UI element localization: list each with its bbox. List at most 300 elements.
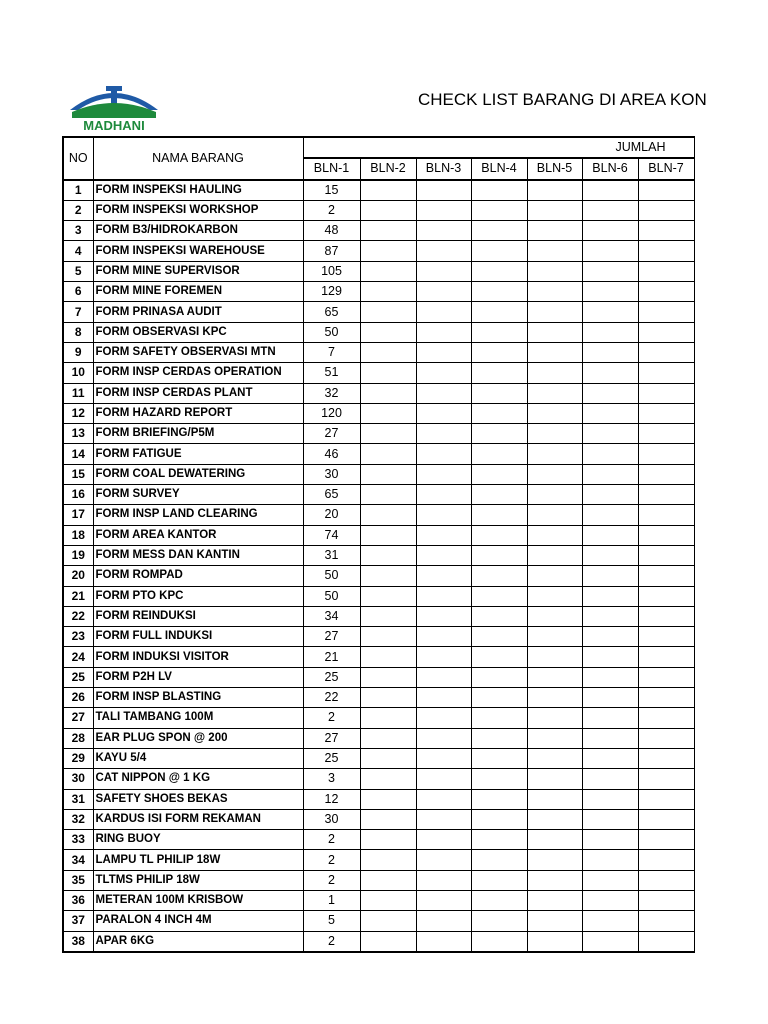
bln-2-cell[interactable] [360,769,416,789]
bln-6-cell[interactable] [582,769,638,789]
bln-5-cell[interactable] [527,566,582,586]
bln-2-cell[interactable] [360,890,416,910]
bln-4-cell[interactable] [471,464,527,484]
bln-6-cell[interactable] [582,647,638,667]
bln-3-cell[interactable] [416,424,471,444]
bln-1-count[interactable]: 15 [303,180,360,201]
bln-3-cell[interactable] [416,221,471,241]
bln-7-cell[interactable] [638,424,694,444]
bln-5-cell[interactable] [527,221,582,241]
bln-5-cell[interactable] [527,809,582,829]
bln-3-cell[interactable] [416,769,471,789]
bln-6-cell[interactable] [582,566,638,586]
bln-5-cell[interactable] [527,830,582,850]
bln-7-cell[interactable] [638,769,694,789]
bln-4-cell[interactable] [471,606,527,626]
bln-1-count[interactable]: 50 [303,586,360,606]
bln-3-cell[interactable] [416,261,471,281]
bln-4-cell[interactable] [471,505,527,525]
bln-7-cell[interactable] [638,728,694,748]
bln-2-cell[interactable] [360,566,416,586]
bln-7-cell[interactable] [638,221,694,241]
bln-1-count[interactable]: 2 [303,200,360,220]
bln-2-cell[interactable] [360,931,416,952]
bln-3-cell[interactable] [416,728,471,748]
bln-4-cell[interactable] [471,769,527,789]
bln-3-cell[interactable] [416,403,471,423]
row-number: 8 [63,322,93,342]
item-name: FORM MINE SUPERVISOR [93,261,303,281]
madhani-logo-mark [64,80,164,132]
row-number: 36 [63,890,93,910]
bln-6-cell[interactable] [582,302,638,322]
bln-4-cell[interactable] [471,931,527,952]
bln-7-cell[interactable] [638,708,694,728]
page-title: CHECK LIST BARANG DI AREA KON [418,90,707,109]
bln-2-cell[interactable] [360,586,416,606]
bln-3-cell[interactable] [416,383,471,403]
item-name: FORM INDUKSI VISITOR [93,647,303,667]
bln-7-cell[interactable] [638,485,694,505]
bln-3-cell[interactable] [416,830,471,850]
bln-4-cell[interactable] [471,180,527,201]
bln-3-cell[interactable] [416,870,471,890]
bln-1-count[interactable]: 2 [303,830,360,850]
bln-3-cell[interactable] [416,789,471,809]
bln-7-cell[interactable] [638,444,694,464]
bln-5-cell[interactable] [527,525,582,545]
bln-3-cell[interactable] [416,688,471,708]
bln-1-count[interactable]: 48 [303,221,360,241]
bln-2-cell[interactable] [360,180,416,201]
bln-4-cell[interactable] [471,444,527,464]
bln-7-cell[interactable] [638,870,694,890]
bln-4-cell[interactable] [471,261,527,281]
bln-4-cell[interactable] [471,566,527,586]
bln-6-cell[interactable] [582,911,638,931]
table-row [63,525,694,545]
bln-4-cell[interactable] [471,200,527,220]
bln-4-cell[interactable] [471,809,527,829]
bln-6-cell[interactable] [582,606,638,626]
bln-3-cell[interactable] [416,485,471,505]
bln-5-cell[interactable] [527,769,582,789]
bln-2-cell[interactable] [360,809,416,829]
bln-1-count[interactable]: 27 [303,424,360,444]
bln-2-cell[interactable] [360,200,416,220]
bln-2-cell[interactable] [360,627,416,647]
bln-6-cell[interactable] [582,444,638,464]
bln-3-cell[interactable] [416,545,471,565]
item-name: FORM REINDUKSI [93,606,303,626]
bln-2-cell[interactable] [360,667,416,687]
header-jumlah: JUMLAH [303,137,694,158]
bln-6-cell[interactable] [582,261,638,281]
bln-6-cell[interactable] [582,424,638,444]
table-row [63,830,694,850]
table-row [63,424,694,444]
bln-5-cell[interactable] [527,505,582,525]
bln-7-cell[interactable] [638,830,694,850]
header-month-7: BLN-7 [638,158,694,179]
bln-5-cell[interactable] [527,606,582,626]
bln-1-count[interactable]: 65 [303,485,360,505]
bln-6-cell[interactable] [582,322,638,342]
bln-4-cell[interactable] [471,282,527,302]
bln-5-cell[interactable] [527,200,582,220]
bln-2-cell[interactable] [360,403,416,423]
row-number: 18 [63,525,93,545]
table-row [63,200,694,220]
table-row [63,850,694,870]
bln-2-cell[interactable] [360,911,416,931]
bln-4-cell[interactable] [471,911,527,931]
bln-2-cell[interactable] [360,647,416,667]
bln-6-cell[interactable] [582,728,638,748]
bln-2-cell[interactable] [360,545,416,565]
bln-7-cell[interactable] [638,302,694,322]
bln-5-cell[interactable] [527,789,582,809]
bln-7-cell[interactable] [638,282,694,302]
bln-7-cell[interactable] [638,911,694,931]
bln-3-cell[interactable] [416,525,471,545]
bln-2-cell[interactable] [360,221,416,241]
bln-5-cell[interactable] [527,890,582,910]
bln-1-count[interactable]: 105 [303,261,360,281]
bln-2-cell[interactable] [360,322,416,342]
item-name: TALI TAMBANG 100M [93,708,303,728]
bln-6-cell[interactable] [582,363,638,383]
bln-2-cell[interactable] [360,424,416,444]
bln-3-cell[interactable] [416,342,471,362]
bln-5-cell[interactable] [527,870,582,890]
bln-5-cell[interactable] [527,728,582,748]
bln-7-cell[interactable] [638,261,694,281]
bln-7-cell[interactable] [638,627,694,647]
bln-7-cell[interactable] [638,464,694,484]
bln-5-cell[interactable] [527,363,582,383]
bln-4-cell[interactable] [471,870,527,890]
bln-2-cell[interactable] [360,444,416,464]
bln-3-cell[interactable] [416,282,471,302]
bln-4-cell[interactable] [471,424,527,444]
bln-6-cell[interactable] [582,383,638,403]
bln-6-cell[interactable] [582,890,638,910]
bln-5-cell[interactable] [527,302,582,322]
bln-3-cell[interactable] [416,241,471,261]
bln-6-cell[interactable] [582,464,638,484]
bln-5-cell[interactable] [527,586,582,606]
bln-1-count[interactable]: 34 [303,606,360,626]
table-row [63,383,694,403]
bln-1-count[interactable]: 12 [303,789,360,809]
bln-7-cell[interactable] [638,647,694,667]
bln-5-cell[interactable] [527,383,582,403]
bln-7-cell[interactable] [638,748,694,768]
bln-1-count[interactable]: 21 [303,647,360,667]
bln-2-cell[interactable] [360,485,416,505]
bln-3-cell[interactable] [416,809,471,829]
row-number: 25 [63,667,93,687]
bln-6-cell[interactable] [582,200,638,220]
bln-1-count[interactable]: 2 [303,931,360,952]
bln-3-cell[interactable] [416,627,471,647]
bln-7-cell[interactable] [638,322,694,342]
bln-6-cell[interactable] [582,485,638,505]
bln-5-cell[interactable] [527,667,582,687]
bln-1-count[interactable]: 27 [303,728,360,748]
bln-5-cell[interactable] [527,485,582,505]
bln-2-cell[interactable] [360,748,416,768]
bln-2-cell[interactable] [360,606,416,626]
bln-5-cell[interactable] [527,708,582,728]
bln-2-cell[interactable] [360,505,416,525]
bln-6-cell[interactable] [582,870,638,890]
bln-1-count[interactable]: 27 [303,627,360,647]
bln-5-cell[interactable] [527,464,582,484]
bln-7-cell[interactable] [638,809,694,829]
bln-4-cell[interactable] [471,890,527,910]
bln-5-cell[interactable] [527,322,582,342]
row-number: 5 [63,261,93,281]
bln-7-cell[interactable] [638,667,694,687]
bln-2-cell[interactable] [360,708,416,728]
bln-4-cell[interactable] [471,688,527,708]
bln-7-cell[interactable] [638,505,694,525]
bln-7-cell[interactable] [638,850,694,870]
bln-5-cell[interactable] [527,627,582,647]
bln-3-cell[interactable] [416,667,471,687]
bln-2-cell[interactable] [360,830,416,850]
bln-6-cell[interactable] [582,342,638,362]
bln-1-count[interactable]: 65 [303,302,360,322]
bln-7-cell[interactable] [638,606,694,626]
item-name: FORM INSPEKSI WORKSHOP [93,200,303,220]
bln-4-cell[interactable] [471,403,527,423]
bln-5-cell[interactable] [527,647,582,667]
bln-1-count[interactable]: 31 [303,545,360,565]
item-name: FORM INSPEKSI WAREHOUSE [93,241,303,261]
bln-4-cell[interactable] [471,728,527,748]
bln-1-count[interactable]: 2 [303,850,360,870]
bln-6-cell[interactable] [582,748,638,768]
bln-4-cell[interactable] [471,545,527,565]
item-name: LAMPU TL PHILIP 18W [93,850,303,870]
bln-6-cell[interactable] [582,241,638,261]
bln-6-cell[interactable] [582,830,638,850]
bln-7-cell[interactable] [638,789,694,809]
bln-4-cell[interactable] [471,383,527,403]
bln-7-cell[interactable] [638,545,694,565]
bln-1-count[interactable]: 46 [303,444,360,464]
bln-3-cell[interactable] [416,708,471,728]
bln-2-cell[interactable] [360,261,416,281]
bln-5-cell[interactable] [527,444,582,464]
bln-6-cell[interactable] [582,688,638,708]
bln-7-cell[interactable] [638,342,694,362]
bln-1-count[interactable]: 74 [303,525,360,545]
bln-7-cell[interactable] [638,566,694,586]
bln-3-cell[interactable] [416,302,471,322]
bln-1-count[interactable]: 129 [303,282,360,302]
bln-6-cell[interactable] [582,809,638,829]
bln-4-cell[interactable] [471,302,527,322]
bln-6-cell[interactable] [582,221,638,241]
bln-7-cell[interactable] [638,403,694,423]
bln-3-cell[interactable] [416,606,471,626]
bln-2-cell[interactable] [360,282,416,302]
bln-5-cell[interactable] [527,748,582,768]
bln-1-count[interactable]: 2 [303,708,360,728]
logo-text: MADHANI [83,118,145,132]
bln-3-cell[interactable] [416,505,471,525]
bln-6-cell[interactable] [582,627,638,647]
bln-5-cell[interactable] [527,424,582,444]
bln-6-cell[interactable] [582,505,638,525]
bln-2-cell[interactable] [360,342,416,362]
bln-5-cell[interactable] [527,241,582,261]
bln-5-cell[interactable] [527,688,582,708]
bln-1-count[interactable]: 30 [303,464,360,484]
row-number: 7 [63,302,93,322]
row-number: 22 [63,606,93,626]
bln-2-cell[interactable] [360,383,416,403]
bln-3-cell[interactable] [416,363,471,383]
bln-4-cell[interactable] [471,485,527,505]
bln-4-cell[interactable] [471,627,527,647]
bln-2-cell[interactable] [360,728,416,748]
table-row [63,708,694,728]
bln-3-cell[interactable] [416,647,471,667]
bln-4-cell[interactable] [471,748,527,768]
bln-1-count[interactable]: 1 [303,890,360,910]
bln-5-cell[interactable] [527,180,582,201]
bln-5-cell[interactable] [527,931,582,952]
bln-6-cell[interactable] [582,525,638,545]
bln-4-cell[interactable] [471,850,527,870]
bln-1-count[interactable]: 25 [303,748,360,768]
item-name: FORM FULL INDUKSI [93,627,303,647]
bln-2-cell[interactable] [360,850,416,870]
bln-7-cell[interactable] [638,688,694,708]
bln-5-cell[interactable] [527,342,582,362]
bln-3-cell[interactable] [416,200,471,220]
bln-4-cell[interactable] [471,221,527,241]
bln-4-cell[interactable] [471,241,527,261]
bln-3-cell[interactable] [416,566,471,586]
bln-6-cell[interactable] [582,282,638,302]
bln-2-cell[interactable] [360,525,416,545]
bln-6-cell[interactable] [582,667,638,687]
bln-1-count[interactable]: 50 [303,566,360,586]
row-number: 13 [63,424,93,444]
bln-3-cell[interactable] [416,322,471,342]
bln-3-cell[interactable] [416,890,471,910]
bln-5-cell[interactable] [527,850,582,870]
bln-2-cell[interactable] [360,688,416,708]
bln-6-cell[interactable] [582,180,638,201]
bln-2-cell[interactable] [360,789,416,809]
bln-5-cell[interactable] [527,261,582,281]
bln-3-cell[interactable] [416,444,471,464]
bln-3-cell[interactable] [416,180,471,201]
bln-4-cell[interactable] [471,586,527,606]
bln-4-cell[interactable] [471,667,527,687]
bln-4-cell[interactable] [471,322,527,342]
bln-2-cell[interactable] [360,870,416,890]
bln-5-cell[interactable] [527,545,582,565]
bln-5-cell[interactable] [527,403,582,423]
bln-1-count[interactable]: 51 [303,363,360,383]
bln-1-count[interactable]: 22 [303,688,360,708]
bln-2-cell[interactable] [360,241,416,261]
bln-7-cell[interactable] [638,200,694,220]
bln-4-cell[interactable] [471,647,527,667]
bln-6-cell[interactable] [582,850,638,870]
bln-1-count[interactable]: 20 [303,505,360,525]
bln-4-cell[interactable] [471,789,527,809]
bln-2-cell[interactable] [360,302,416,322]
bln-6-cell[interactable] [582,403,638,423]
bln-3-cell[interactable] [416,931,471,952]
bln-3-cell[interactable] [416,748,471,768]
header-no: NO [63,137,93,180]
bln-3-cell[interactable] [416,911,471,931]
bln-1-count[interactable]: 25 [303,667,360,687]
bln-1-count[interactable]: 50 [303,322,360,342]
bln-6-cell[interactable] [582,545,638,565]
bln-3-cell[interactable] [416,850,471,870]
bln-1-count[interactable]: 5 [303,911,360,931]
bln-5-cell[interactable] [527,911,582,931]
bln-6-cell[interactable] [582,789,638,809]
bln-5-cell[interactable] [527,282,582,302]
row-number: 34 [63,850,93,870]
row-number: 21 [63,586,93,606]
table-row [63,870,694,890]
bln-4-cell[interactable] [471,830,527,850]
row-number: 33 [63,830,93,850]
bln-7-cell[interactable] [638,586,694,606]
bln-7-cell[interactable] [638,931,694,952]
bln-3-cell[interactable] [416,464,471,484]
bln-6-cell[interactable] [582,931,638,952]
bln-1-count[interactable]: 30 [303,809,360,829]
bln-6-cell[interactable] [582,586,638,606]
bln-1-count[interactable]: 7 [303,342,360,362]
bln-7-cell[interactable] [638,383,694,403]
bln-7-cell[interactable] [638,363,694,383]
bln-7-cell[interactable] [638,180,694,201]
bln-4-cell[interactable] [471,708,527,728]
bln-2-cell[interactable] [360,464,416,484]
bln-1-count[interactable]: 3 [303,769,360,789]
bln-1-count[interactable]: 32 [303,383,360,403]
bln-6-cell[interactable] [582,708,638,728]
bln-7-cell[interactable] [638,241,694,261]
bln-2-cell[interactable] [360,363,416,383]
bln-1-count[interactable]: 87 [303,241,360,261]
bln-3-cell[interactable] [416,586,471,606]
bln-4-cell[interactable] [471,525,527,545]
bln-1-count[interactable]: 2 [303,870,360,890]
bln-7-cell[interactable] [638,890,694,910]
bln-4-cell[interactable] [471,363,527,383]
row-number: 26 [63,688,93,708]
bln-1-count[interactable]: 120 [303,403,360,423]
bln-7-cell[interactable] [638,525,694,545]
bln-4-cell[interactable] [471,342,527,362]
